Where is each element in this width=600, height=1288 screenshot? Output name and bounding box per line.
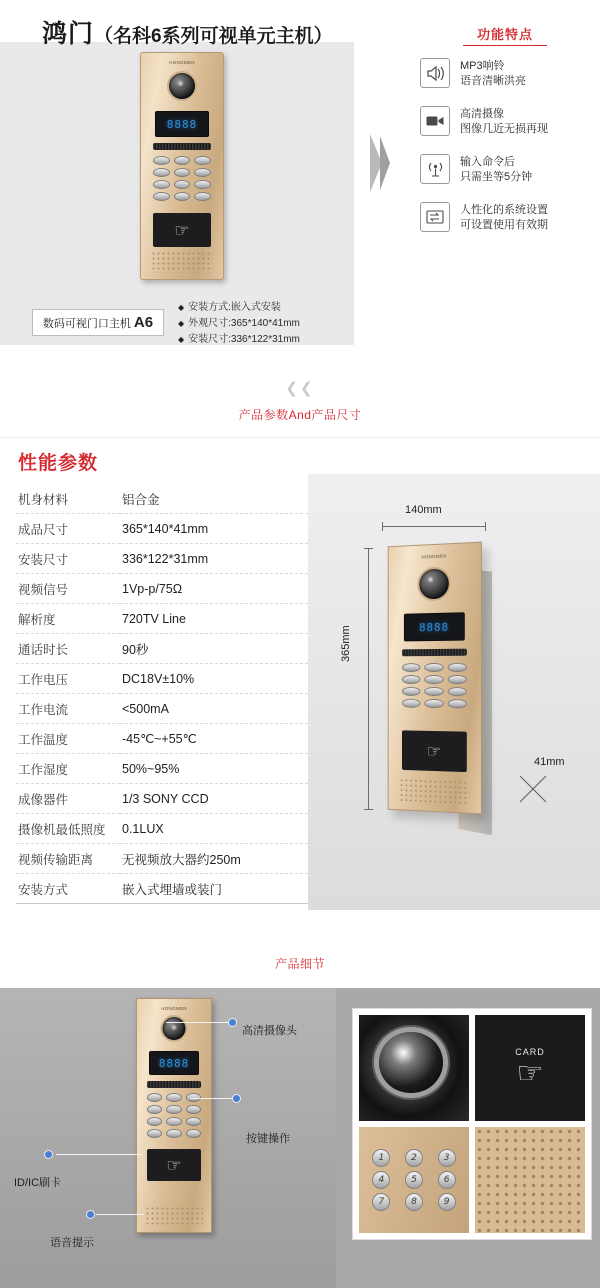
keypad-key [147,1129,162,1138]
speaker-holes-closeup-photo [475,1127,585,1233]
chevron-down-icon: ❮❮ [285,380,315,397]
keypad-key [166,1093,181,1102]
video-camera-icon [420,106,450,136]
keypad-key [153,180,170,189]
keypad-key [194,192,211,201]
camera-lens [161,1015,188,1042]
speaker-grille [147,1081,201,1088]
table-row: 摄像机最低照度 0.1LUX [16,814,308,844]
keypad-key [447,687,466,696]
keypad-key: 4 [372,1171,390,1189]
device-display-value: 8888 [419,620,450,634]
keypad [402,663,467,709]
table-row: 视频信号 1Vp-p/75Ω [16,574,308,604]
brand-name: 鸿门 [42,20,95,48]
speaker-grille [402,649,467,657]
keypad-key: 1 [372,1149,390,1167]
device-display-value: 8888 [166,117,198,131]
section-divider-1 [0,368,600,398]
device-logo: HONGMEN [161,1006,187,1011]
page-title-rest: （名科6系列可视单元主机） [94,26,333,47]
table-row: 通话时长 90秒 [16,634,308,664]
card-label: CARD [515,1047,545,1057]
diamond-bullet-icon: ◆ [178,319,185,328]
keypad-key: 7 [372,1193,390,1211]
callout-dot [44,1150,53,1159]
callout-label-keypad: 按键操作 [246,1133,290,1145]
keypad-key: 5 [405,1171,423,1189]
keypad-key [402,675,421,684]
dimension-line-height [368,548,369,810]
hand-card-icon: ☞ [426,741,442,761]
keypad-key [194,180,211,189]
keypad-key [174,156,191,165]
keypad-key [402,687,421,696]
keypad-key [186,1105,201,1114]
diamond-bullet-icon: ◆ [178,335,185,344]
signal-tower-icon [420,154,450,184]
keypad-closeup-photo [359,1127,469,1233]
card-reader-closeup-photo [475,1015,585,1121]
callout-dot [86,1210,95,1219]
card-reader-area [402,730,467,772]
camera-lens [167,71,197,101]
product-image-main [140,52,224,280]
card-reader-area [147,1149,201,1181]
hero-spec-item: ◆ 安装方式:嵌入式安装 [178,302,281,313]
keypad-key [194,156,211,165]
table-row: 成像器件 1/3 SONY CCD [16,784,308,814]
arrow-right-icon [368,130,392,196]
table-row: 成品尺寸 365*140*41mm [16,514,308,544]
feature-text: MP3响铃 语音清晰洪亮 [460,60,526,87]
hand-card-icon: ☞ [166,1155,182,1175]
callout-label-camera: 高清摄像头 [242,1025,297,1037]
table-row: 工作温度 -45℃~+55℃ [16,724,308,754]
keypad-key [425,687,444,696]
keypad-key: 9 [438,1193,456,1211]
keypad-key: 3 [438,1149,456,1167]
features-panel [420,24,590,250]
device-display [404,612,465,641]
keypad-key [174,192,191,201]
callout-line [56,1154,142,1155]
parameters-section [0,437,600,957]
feature-item [420,202,590,233]
hero-spec-item: ◆ 安装尺寸:336*122*31mm [178,334,300,345]
product-name-badge [32,309,164,336]
callout-label-card: ID/IC刷卡 [14,1177,62,1189]
card-reader-area [153,213,211,247]
keypad-key [402,663,421,672]
speaker-icon [420,58,450,88]
product-name-text: 数码可视门口主机 [42,317,131,330]
keypad-key [166,1129,181,1138]
keypad-key [447,663,466,672]
mic-holes [151,251,213,273]
table-row: 机身材料 铝合金 [16,484,308,514]
parameters-heading: 性能参数 [18,453,99,474]
keypad-key [425,663,444,672]
feature-text: 输入命令后 只需坐等5分钟 [460,156,533,183]
table-row: 解析度 720TV Line [16,604,308,634]
keypad-key: 8 [405,1193,423,1211]
keypad-key [425,699,444,708]
features-title-underline [463,45,547,46]
callout-dot [232,1094,241,1103]
device-logo: HONGMEN [421,553,447,560]
keypad-key: 2 [405,1149,423,1167]
callout-line [96,1214,144,1215]
dimension-drawing-panel [308,474,600,910]
hand-card-icon: ☞ [174,220,190,240]
keypad-key [447,675,466,684]
detail-photo-grid [352,1008,592,1240]
keypad-key [147,1105,162,1114]
dimension-label-width: 140mm [405,504,442,516]
table-row: 工作湿度 50%~95% [16,754,308,784]
table-row: 安装尺寸 336*122*31mm [16,544,308,574]
keypad-key: 6 [438,1171,456,1189]
hero-section [0,0,600,368]
settings-flow-icon [420,202,450,232]
feature-text: 人性化的系统设置 可设置使用有效期 [460,204,548,231]
keypad-key [425,675,444,684]
camera-lens [417,566,450,601]
callout-line [190,1098,234,1099]
table-row: 工作电流 <500mA [16,694,308,724]
hand-card-icon: ☞ [516,1057,544,1090]
device-display [149,1051,199,1075]
keypad-key [174,180,191,189]
keypad [147,1093,201,1138]
page-title [42,14,333,50]
speaker-grille [153,143,211,150]
section-2-caption: 产品细节 [274,957,325,971]
product-image-details [136,998,212,1233]
camera-closeup-photo [359,1015,469,1121]
keypad-key [186,1117,201,1126]
device-logo: HONGMEN [169,60,195,65]
feature-item [420,58,590,89]
product-model-text: A6 [133,314,154,331]
device-display [155,111,209,137]
keypad-key [166,1105,181,1114]
keypad-key [153,156,170,165]
details-section [0,988,600,1288]
mic-holes [399,778,470,807]
feature-item [420,106,590,137]
callout-label-voice: 语音提示 [50,1237,94,1249]
callout-dot [228,1018,237,1027]
keypad [153,156,211,201]
keypad-key [153,168,170,177]
details-left-panel [0,988,336,1288]
dimension-label-depth: 41mm [534,756,565,768]
features-title: 功能特点 [476,27,533,42]
feature-item [420,154,590,185]
hero-spec-item: ◆ 外观尺寸:365*140*41mm [178,318,300,329]
keypad-key [166,1117,181,1126]
product-image-dimensions [388,542,482,815]
keypad-key [147,1117,162,1126]
keypad-key [153,192,170,201]
mic-holes [145,1206,203,1226]
table-row: 视频传输距离 无视频放大器约250m [16,844,308,874]
diamond-bullet-icon: ◆ [178,303,185,312]
keypad-key [174,168,191,177]
section-1-caption: 产品参数And产品尺寸 [238,408,362,422]
feature-text: 高清摄像 图像几近无损再现 [460,108,548,135]
callout-line [166,1022,228,1023]
keypad-key [147,1093,162,1102]
dimension-label-height: 365mm [340,625,352,662]
keypad-key [194,168,211,177]
dimension-line-width [382,526,486,527]
table-row: 安装方式 嵌入式埋墙或装门 [16,874,308,904]
dimension-cross-mark-icon [518,774,548,804]
keypad-key [186,1129,201,1138]
hero-spec-list [178,300,300,348]
keypad-key [447,699,466,708]
parameters-table [16,484,308,904]
device-display-value: 8888 [158,1056,190,1070]
keypad-key [402,699,421,708]
table-row: 工作电压 DC18V±10% [16,664,308,694]
